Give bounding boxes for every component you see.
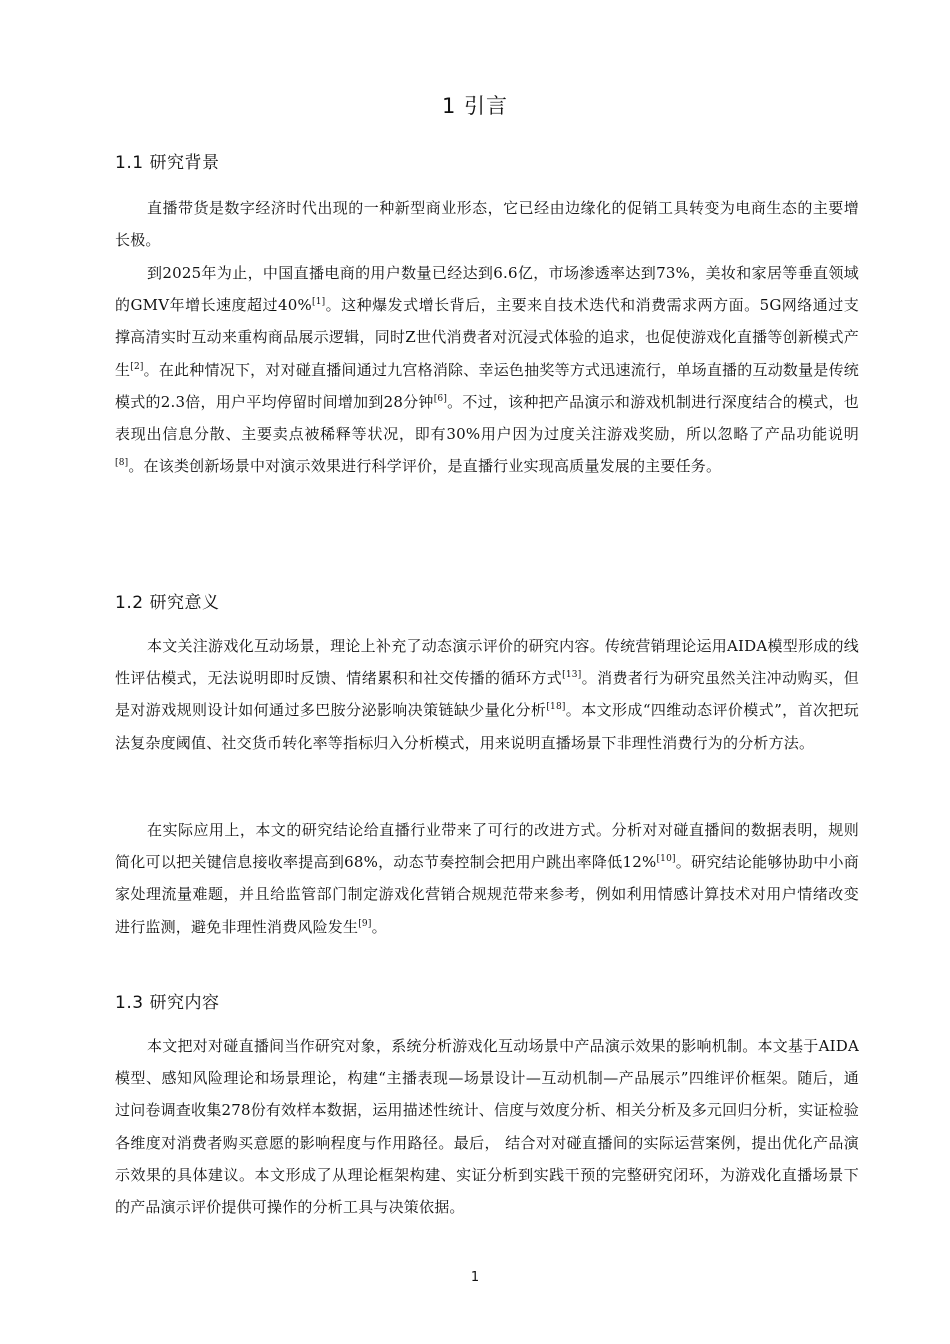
citation-ref: [13] (562, 670, 582, 681)
citation-ref: [1] (312, 297, 326, 308)
citation-ref: [10] (656, 854, 676, 865)
section-heading-significance: 1.2 研究意义 (115, 593, 220, 613)
section-heading-background: 1.1 研究背景 (115, 153, 220, 173)
citation-ref: [6] (433, 393, 448, 404)
citation-ref: [18] (546, 702, 566, 713)
paragraph: 到2025年为止，中国直播电商的用户数量已经达到6.6亿，市场渗透率达到73%，美妆和家居等垂直领域的GMV年增长速度超过40%[1]。这种爆发式增长背后，主要来自技术迭代和消费需求两方面。5G网络通过支撑高清实时互动来重构商品展示逻辑，同时Z世代消费者对沉浸式体验的追求，也促使游戏化直播等创新模式产生[2]。在此种情况下，对对碰直播间通过九宫格消除、幸运色抽奖等方式迅速流行，单场直播的互动数量是传统模式的2.3倍，用户平均停留时间增加到28分钟[6]。不过，该种把产品演示和游戏机制进行深度结合的模式，也表现出信息分散、主要卖点被稀释等状况，即有30%用户因为过度关注游戏奖励，所以忽略了产品功能说明[8]。在该类创新场景中对演示效果进行科学评价，是直播行业实现高质量发展的主要任务。 (115, 264, 860, 476)
citation-ref: [2] (130, 361, 144, 372)
citation-ref: [9] (358, 918, 372, 929)
paragraph: 在实际应用上，本文的研究结论给直播行业带来了可行的改进方式。分析对对碰直播间的数据表明，规则简化可以把关键信息接收率提高到68%，动态节奏控制会把用户跳出率降低12%[10]。研究结论能够协助中小商家处理流量难题，并且给监管部门制定游戏化营销合规规范带来参考，例如利用情感计算技术对用户情绪改变进行监测，避免非理性消费风险发生[9]。 (115, 821, 859, 936)
chapter-title: 1 引言 (441, 94, 509, 118)
paragraph: 本文关注游戏化互动场景，理论上补充了动态演示评价的研究内容。传统营销理论运用AIDA模型形成的线性评估模式，无法说明即时反馈、情绪累积和社交传播的循环方式[13]。消费者行为研究虽然关注冲动购买，但是对游戏规则设计如何通过多巴胺分泌影响决策链缺少量化分析[18]。本文形成“四维动态评价模式”，首次把玩法复杂度阈值、社交货币转化率等指标归入分析模式，用来说明直播场景下非理性消费行为的分析方法。 (115, 637, 860, 752)
page-number: 1 (470, 1270, 480, 1285)
section-heading-content: 1.3 研究内容 (115, 993, 220, 1013)
paragraph: 本文把对对碰直播间当作研究对象，系统分析游戏化互动场景中产品演示效果的影响机制。本文基于AIDA模型、感知风险理论和场景理论，构建“主播表现—场景设计—互动机制—产品展示”四维评价框架。随后，通过问卷调查收集278份有效样本数据，运用描述性统计、信度与效度分析、相关分析及多元回归分析，实证检验各维度对消费者购买意愿的影响程度与作用路径。最后， 结合对对碰直播间的实际运营案例，提出优化产品演示效果的具体建议。本文形成了从理论框架构建、实证分析到实践干预的完整研究闭环，为游戏化直播场景下的产品演示评价提供可操作的分析工具与决策依据。 (115, 1037, 859, 1217)
citation-ref: [8] (115, 458, 129, 469)
paragraph: 直播带货是数字经济时代出现的一种新型商业形态，它已经由边缘化的促销工具转变为电商生态的主要增长极。 (115, 199, 859, 250)
